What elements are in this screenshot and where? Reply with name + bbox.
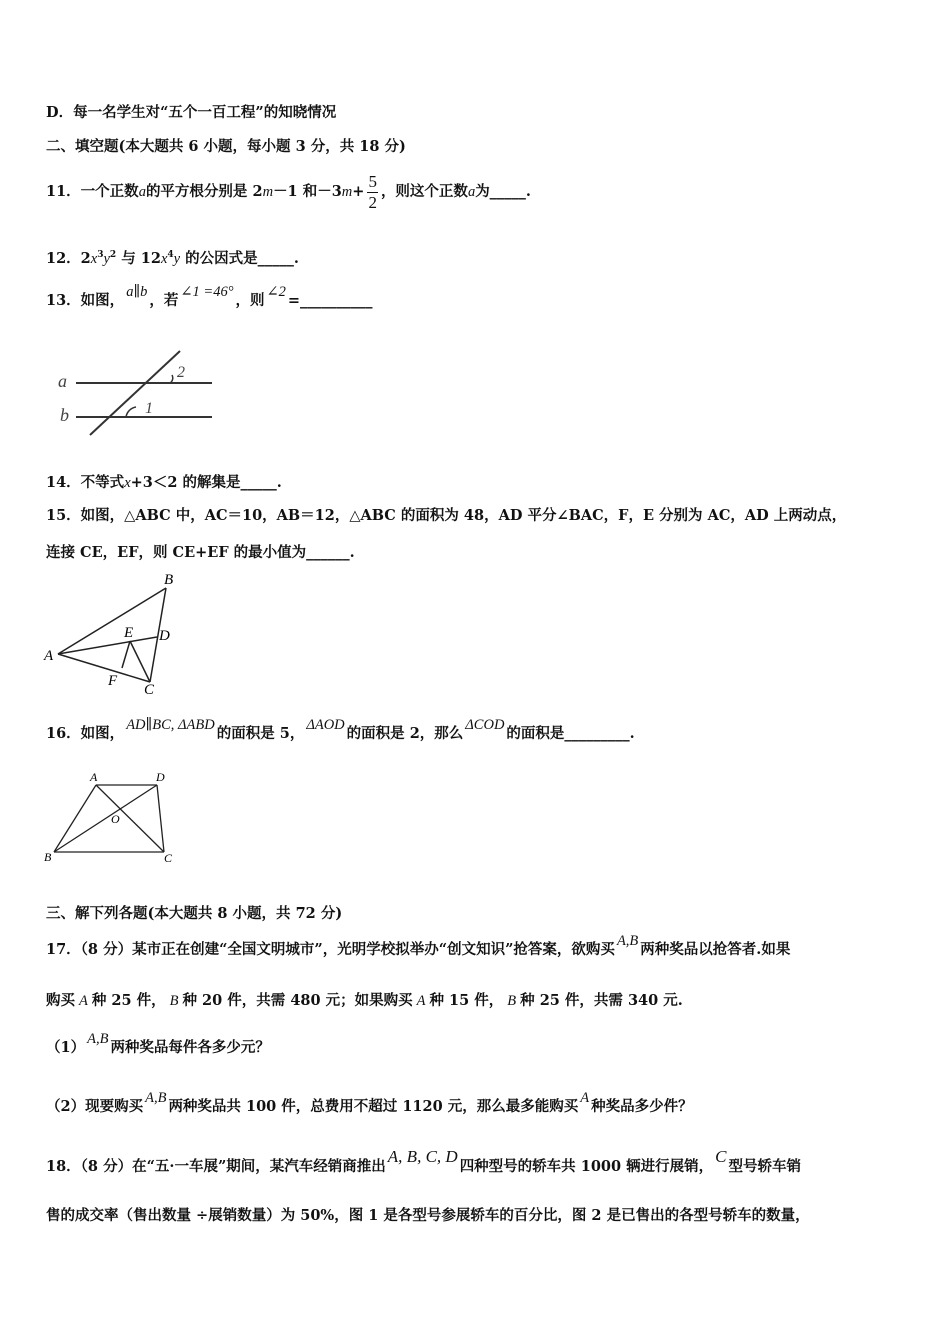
fig16-label-c: C	[164, 851, 173, 865]
fig13-label-2: 2	[177, 364, 185, 381]
fraction-5-2: $\frac{5}{2}$	[368, 171, 377, 212]
option-d-line: D．每一名学生对“五个一百工程”的知晓情况	[46, 104, 337, 121]
fig16-label-d: D	[156, 770, 165, 784]
figure-16-trapezoid	[40, 768, 185, 866]
question-17-part-1: （1） A,B 两种奖品每件各多少元？	[46, 1031, 270, 1056]
fig15-label-a: A	[44, 648, 54, 664]
question-17-line-1: 17．（8 分）某市正在创建“全国文明城市”，光明学校拟举办“创文知识”抢答案，欲购买 A,B 两种奖品以抢答者.如果	[46, 933, 791, 958]
question-18-line-1: 18．（8 分）在“五·一车展”期间，某汽车经销商推出A, B, C, D四种型号的轿车共 1000 辆进行展销，C型号轿车销	[46, 1147, 801, 1175]
fig13-label-a: a	[58, 371, 67, 391]
fig15-label-e: E	[124, 625, 134, 641]
question-17-line-2: 购买 A 种 25 件， B 种 20 件，共需 480 元；如果购买 A 种 15 件， B 种 25 件，共需 340 元.	[46, 992, 683, 1009]
fig13-label-1: 1	[145, 400, 153, 417]
fig15-label-c: C	[144, 682, 155, 696]
question-13: 13．如图， a∥b ，若 ∠1 =46° ，则 ∠2 =__________	[46, 284, 373, 309]
fig16-label-o: O	[111, 812, 120, 826]
fig16-label-a: A	[90, 770, 98, 784]
section-3-heading: 三、解下列各题(本大题共 8 小题，共 72 分)	[46, 905, 343, 922]
fig15-label-f: F	[108, 673, 118, 689]
question-11: 11．一个正数a的平方根分别是 2m－1 和－3m+ $\frac{5}{2}$ ，则这个正数a为_____.	[46, 171, 531, 212]
question-14: 14．不等式x+3＜2 的解集是_____.	[46, 474, 282, 491]
section-2-heading: 二、填空题(本大题共 6 小题，每小题 3 分，共 18 分)	[46, 138, 406, 155]
question-16: 16．如图， AD∥BC, ΔABD 的面积是 5， ΔAOD 的面积是 2，那么 ΔCOD 的面积是_________.	[46, 717, 635, 742]
fig16-label-b: B	[44, 850, 52, 864]
fig15-label-b: B	[164, 572, 174, 588]
question-18-line-2: 售的成交率（售出数量 ÷展销数量）为 50%，图 1 是各型号参展轿车的百分比，图 2 是已售出的各型号轿车的数量，	[46, 1207, 810, 1224]
figure-15-triangle	[40, 568, 190, 696]
figure-13-parallel-lines	[50, 345, 225, 440]
fig13-label-b: b	[60, 405, 69, 425]
question-15-line-1: 15．如图，△ABC 中，AC＝10，AB＝12，△ABC 的面积为 48，AD 平分∠BAC，F，E 分别为 AC，AD 上两动点，	[46, 507, 847, 524]
fig15-label-d: D	[159, 628, 170, 644]
question-15-line-2: 连接 CE，EF，则 CE+EF 的最小值为______.	[46, 544, 355, 561]
question-12: 12．$2x^3y^2$ 与 $12x^4y$ 的公因式是_____.	[46, 249, 299, 267]
question-17-part-2: （2）现要购买 A,B 两种奖品共 100 件，总费用不超过 1120 元，那么最多能购买 A 种奖品多少件？	[46, 1090, 693, 1115]
